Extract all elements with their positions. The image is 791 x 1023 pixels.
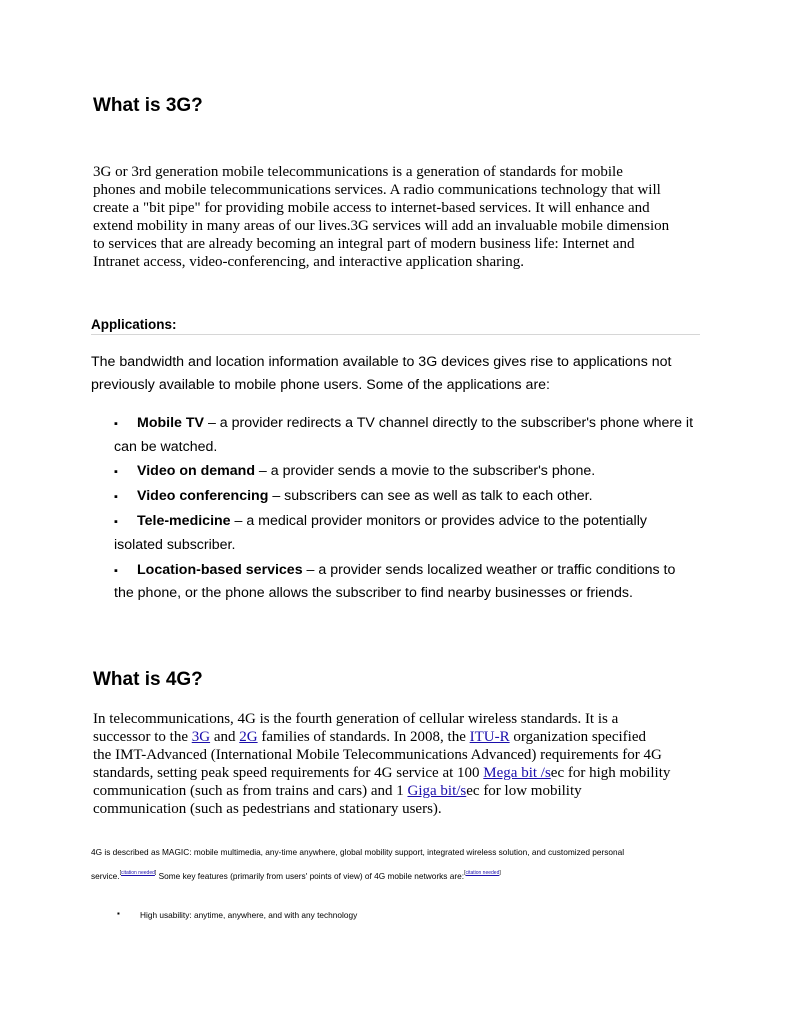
item-desc: – a medical provider monitors or provides advice to the potentially (230, 513, 647, 529)
item-continuation: isolated subscriber. (114, 537, 236, 553)
heading-applications: Applications: (91, 317, 177, 332)
paragraph-line: extend mobility in many areas of our lives.3G services will add an invaluable mobile dimension (93, 218, 670, 234)
intro-line: The bandwidth and location information available to 3G devices gives rise to applications not (91, 354, 672, 370)
paragraph-line: In telecommunications, 4G is the fourth generation of cellular wireless standards. It is a (93, 711, 619, 727)
heading-what-is-4g: What is 4G? (93, 669, 203, 690)
item-desc: – a provider sends localized weather or traffic conditions to (302, 562, 676, 578)
paragraph-line: the IMT-Advanced (International Mobile Telecommunications Advanced) requirements for 4G (93, 747, 662, 763)
heading-what-is-3g: What is 3G? (93, 95, 203, 116)
item-continuation: the phone, or the phone allows the subscriber to find nearby businesses or friends. (114, 585, 633, 601)
link-mega-bit[interactable]: Mega bit /s (483, 765, 551, 781)
intro-line: previously available to mobile phone users. Some of the applications are: (91, 377, 550, 393)
bullet-icon: ▪ (114, 466, 118, 478)
bullet-icon: ▪ (114, 418, 118, 430)
list-item (137, 463, 595, 479)
paragraph-line: to services that are already becoming an integral part of modern business life: Internet and (93, 236, 635, 252)
applications-intro (91, 351, 671, 397)
citation-needed-link[interactable]: [citation needed] (119, 870, 157, 876)
bullet-icon: ▪ (117, 909, 120, 918)
link-giga-bit[interactable]: Giga bit/s (407, 783, 467, 799)
bullet-icon: ▪ (114, 516, 118, 528)
link-3g[interactable]: 3G (191, 729, 211, 745)
item-term: Video conferencing (137, 488, 269, 504)
paragraph-line: create a "bit pipe" for providing mobile access to internet-based services. It will enhance and (93, 200, 650, 216)
citation-needed-link[interactable]: [citation needed] (464, 870, 501, 876)
link-itu-r[interactable]: ITU-R (469, 729, 510, 745)
paragraph-line: communication (such as pedestrians and stationary users). (93, 801, 442, 817)
list-item (137, 488, 593, 504)
paragraph-line: Intranet access, video-conferencing, and interactive application sharing. (93, 254, 525, 270)
bullet-icon: ▪ (114, 491, 118, 503)
list-item (137, 513, 647, 529)
magic-line-2: service.[citation needed] Some key features (primarily from users' points of view) of 4G mobile networks are:[citation needed] (91, 870, 501, 881)
paragraph-line: phones and mobile telecommunications services. A radio communications technology that will (93, 182, 661, 198)
paragraph-3g (93, 163, 669, 271)
section-divider (91, 334, 700, 335)
link-2g[interactable]: 2G (239, 729, 258, 745)
item-desc: – subscribers can see as well as talk to each other. (268, 488, 593, 504)
list-item (137, 562, 675, 578)
item-desc: – a provider redirects a TV channel directly to the subscriber's phone where it (204, 415, 694, 431)
list-item (137, 415, 693, 431)
item-term: Video on demand (137, 463, 255, 479)
item-desc: – a provider sends a movie to the subscriber's phone. (254, 463, 596, 479)
item-term: Location-based services (137, 562, 303, 578)
item-term: Mobile TV (137, 415, 204, 431)
list-item: High usability: anytime, anywhere, and with any technology (140, 910, 358, 920)
magic-line-1: 4G is described as MAGIC: mobile multimedia, any-time anywhere, global mobility support, integrated wireless solution, and customized personal (91, 847, 625, 857)
paragraph-line: standards, setting peak speed requirements for 4G service at 100 Mega bit /sec for high mobility (93, 765, 671, 781)
paragraph-line: 3G or 3rd generation mobile telecommunications is a generation of standards for mobile (93, 164, 623, 180)
paragraph-line: communication (such as from trains and cars) and 1 Giga bit/sec for low mobility (93, 783, 582, 799)
item-continuation: can be watched. (114, 439, 218, 455)
paragraph-line: successor to the 3G and 2G families of standards. In 2008, the ITU-R organization specified (93, 729, 646, 745)
paragraph-4g (93, 710, 670, 818)
item-term: Tele-medicine (137, 513, 231, 529)
bullet-icon: ▪ (114, 565, 118, 577)
